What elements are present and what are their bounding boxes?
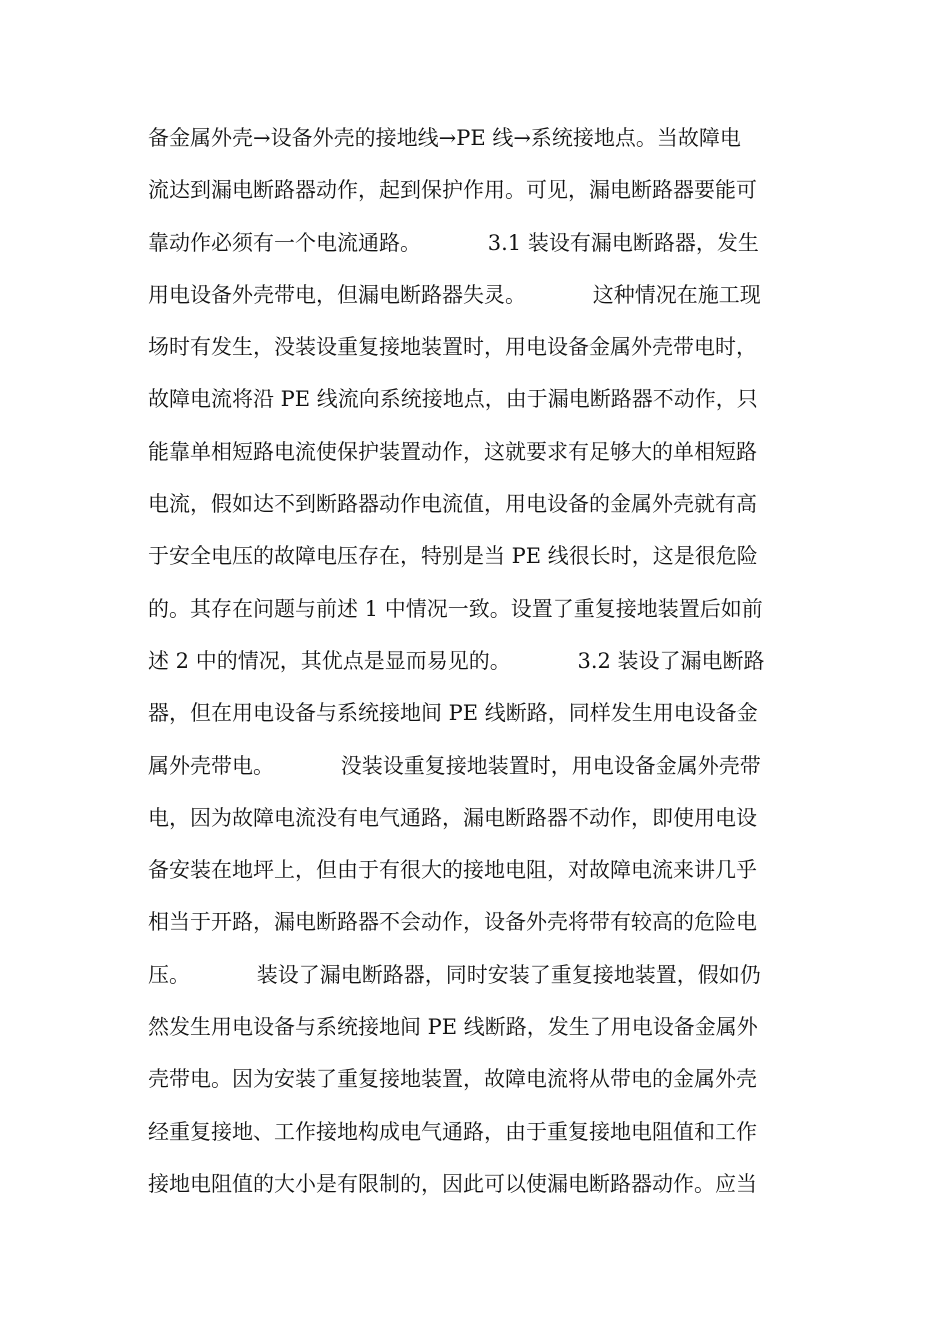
text-line: 压。 装设了漏电断路器，同时安装了重复接地装置，假如仍 [148,962,761,987]
text-line: 于安全电压的故障电压存在，特别是当 PE 线很长时，这是很危险 [148,544,758,569]
text-line: 述 2 中的情况，其优点是显而易见的。 3.2 装设了漏电断路 [148,648,765,673]
text-line: 场时有发生，没装设重复接地装置时，用电设备金属外壳带电时， [148,335,757,360]
text-line: 电，因为故障电流没有电气通路，漏电断路器不动作，即使用电设 [148,805,757,830]
text-line: 故障电流将沿 PE 线流向系统接地点，由于漏电断路器不动作，只 [148,387,758,412]
body-text [148,118,808,1216]
text-line: 电流，假如达不到断路器动作电流值，用电设备的金属外壳就有高 [148,492,757,517]
text-line: 用电设备外壳带电，但漏电断路器失灵。 这种情况在施工现 [148,282,761,307]
text-line: 备金属外壳→设备外壳的接地线→PE 线→系统接地点。当故障电 [148,126,741,150]
text-line: 接地电阻值的大小是有限制的，因此可以使漏电断路器动作。应当 [148,1171,757,1196]
text-line: 壳带电。因为安装了重复接地装置，故障电流将从带电的金属外壳 [148,1067,757,1092]
text-line: 能靠单相短路电流使保护装置动作，这就要求有足够大的单相短路 [148,439,757,464]
text-line: 经重复接地、工作接地构成电气通路，由于重复接地电阻值和工作 [148,1119,757,1144]
text-line: 的。其存在问题与前述 1 中情况一致。设置了重复接地装置后如前 [148,596,763,621]
text-line: 属外壳带电。 没装设重复接地装置时，用电设备金属外壳带 [148,753,761,778]
text-line: 流达到漏电断路器动作，起到保护作用。可见，漏电断路器要能可 [148,178,757,203]
text-line: 器，但在用电设备与系统接地间 PE 线断路，同样发生用电设备金 [148,701,758,726]
text-line: 靠动作必须有一个电流通路。 3.1 装设有漏电断路器，发生 [148,230,759,255]
text-line: 然发生用电设备与系统接地间 PE 线断路，发生了用电设备金属外 [148,1015,758,1040]
text-line: 相当于开路，漏电断路器不会动作，设备外壳将带有较高的危险电 [148,910,757,935]
text-line: 备安装在地坪上，但由于有很大的接地电阻，对故障电流来讲几乎 [148,858,757,883]
